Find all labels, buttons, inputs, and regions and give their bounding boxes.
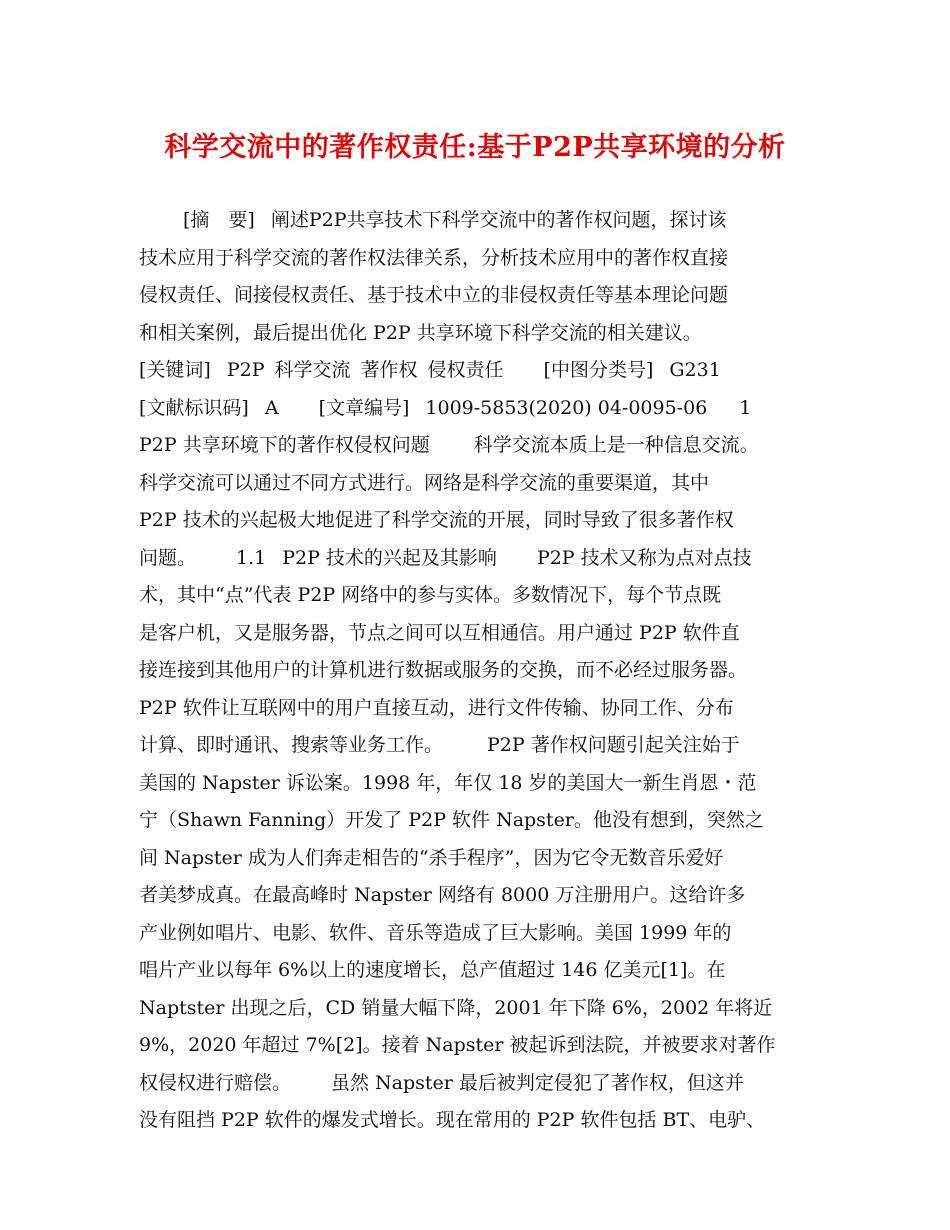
text-line: 产业例如唱片、电影、软件、音乐等造成了巨大影响。美国 1999 年的 — [139, 921, 732, 944]
text-line: Naptster 出现之后，CD 销量大幅下降，2001 年下降 6%，2002 年将近 — [139, 996, 773, 1019]
text-line: P2P 软件让互联网中的用户直接互动，进行文件传输、协同工作、分布 — [139, 696, 734, 719]
text-line: 和相关案例，最后提出优化 P2P 共享环境下科学交流的相关建议。 — [139, 321, 702, 344]
text-line: 是客户机，又是服务器，节点之间可以互相通信。用户通过 P2P 软件直 — [139, 621, 740, 644]
text-line: 9%，2020 年超过 7%[2]。接着 Napster 被起诉到法院，并被要求对著作 — [139, 1034, 776, 1056]
subsection-heading-line: 问题。 1.1 P2P 技术的兴起及其影响 P2P 技术又称为点对点技 — [139, 546, 752, 569]
text-line: 宁（Shawn Fanning）开发了 P2P 软件 Napster。他没有想到，突然之 — [139, 809, 764, 831]
text-line: 权侵权进行赔偿。 虽然 Napster 最后被判定侵犯了著作权，但这并 — [139, 1071, 744, 1094]
text-line: 接连接到其他用户的计算机进行数据或服务的交换，而不必经过服务器。 — [139, 659, 748, 681]
text-line: 者美梦成真。在最高峰时 Napster 网络有 8000 万注册用户。这给许多 — [139, 884, 746, 906]
text-line: 没有阻挡 P2P 软件的爆发式增长。现在常用的 P2P 软件包括 BT、电驴、 — [139, 1109, 766, 1131]
keywords-line: [关键词] P2P 科学交流 著作权 侵权责任 [中图分类号] G231 — [139, 359, 721, 381]
text-line: P2P 技术的兴起极大地促进了科学交流的开展，同时导致了很多著作权 — [139, 509, 734, 531]
text-line: 唱片产业以每年 6%以上的速度增长，总产值超过 146 亿美元[1]。在 — [139, 959, 726, 981]
text-line: 美国的 Napster 诉讼案。1998 年，年仅 18 岁的美国大一新生肖恩・范 — [139, 771, 757, 794]
body-text — [139, 202, 819, 1140]
text-line: 计算、即时通讯、搜索等业务工作。 P2P 著作权问题引起关注始于 — [139, 734, 740, 756]
text-line: 间 Napster 成为人们奔走相告的“杀手程序”，因为它令无数音乐爱好 — [139, 846, 724, 869]
classification-line: [文献标识码] A [文章编号] 1009-5853(2020) 04-0095-06 1 — [139, 396, 752, 419]
text-line: 术，其中“点”代表 P2P 网络中的参与实体。多数情况下，每个节点既 — [139, 584, 722, 606]
section-heading-line: P2P 共享环境下的著作权侵权问题 科学交流本质上是一种信息交流。 — [139, 434, 759, 456]
text-line: [摘 要] 阐述P2P共享技术下科学交流中的著作权问题，探讨该 — [183, 209, 727, 231]
text-line: 侵权责任、间接侵权责任、基于技术中立的非侵权责任等基本理论问题 — [139, 284, 729, 306]
document-title: 科学交流中的著作权责任:基于P2P共享环境的分析 — [164, 132, 786, 163]
text-line: 技术应用于科学交流的著作权法律关系，分析技术应用中的著作权直接 — [139, 246, 729, 269]
text-line: 科学交流可以通过不同方式进行。网络是科学交流的重要渠道，其中 — [139, 471, 710, 494]
